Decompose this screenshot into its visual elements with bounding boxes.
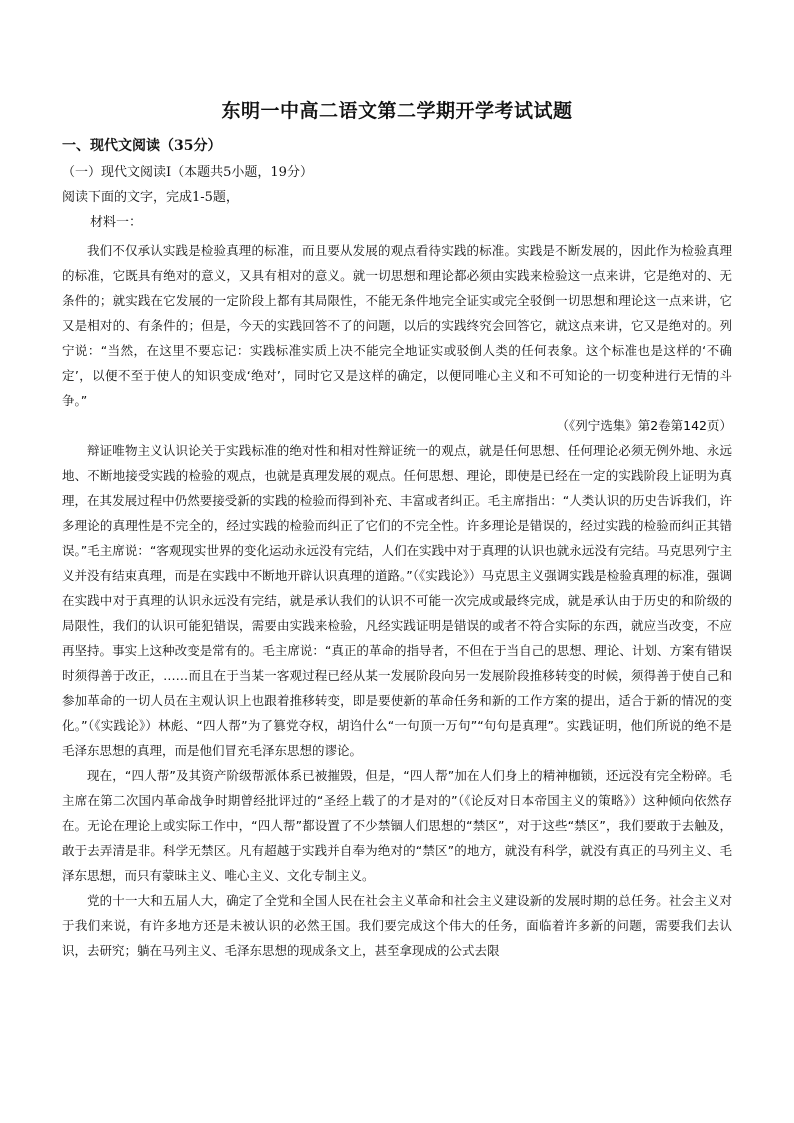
paragraph-2: 辩证唯物主义认识论关于实践标准的绝对性和相对性辩证统一的观点，就是任何思想、任何理论必须无例外地、永远地、不断地接受实践的检验的观点，也就是真理发展的观点。任何思想、理论，即使是已经在一定的实践阶段上证明为真理，在其发展过程中仍然要接受新的实践的检验而得到补充、丰富或者纠正。毛主席指出：“人类认识的历史告诉我们，许多理论的真理性是不完全的，经过实践的检验而纠正了它们的不完全性。许多理论是错误的，经过实践的检验而纠正其错误。”毛主席说：“客观现实世界的变化运动永远没有完结，人们在实践中对于真理的认识也就永远没有完结。马克思列宁主义并没有结束真理，而是在实践中不断地开辟认识真理的道路。”（《实践论》）马克思主义强调实践是检验真理的标准，强调在实践中对于真理的认识永远没有完结，就是承认我们的认识不可能一次完成或最终完成，就是承认由于历史的和阶级的局限性，我们的认识可能犯错误，需要由实践来检验，凡经实践证明是错误的或者不符合实际的东西，就应当改变，不应再坚持。事实上这种改变是常有的。毛主席说：“真正的革命的指导者，不但在于当自己的思想、理论、计划、方案有错误时须得善于改正，……而且在于当某一客观过程已经从某一发展阶段向另一发展阶段推移转变的时候，须得善于使自己和参加革命的一切人员在主观认识上也跟着推移转变，即是要使新的革命任务和新的工作方案的提出，适合于新的情况的变化。”（《实践论》）林彪、“四人帮”为了篡党夺权，胡诌什么“一句顶一万句”“句句是真理”。实践证明，他们所说的绝不是毛泽东思想的真理，而是他们冒充毛泽东思想的谬论。 [62, 443, 732, 758]
paragraph-3: 现在，“四人帮”及其资产阶级帮派体系已被摧毁，但是，“四人帮”加在人们身上的精神枷锁，还远没有完全粉碎。毛主席在第二次国内革命战争时期曾经批评过的“圣经上载了的才是对的”（《论反对日本帝国主义的策略》）这种倾向依然存在。无论在理论上或实际工作中，“四人帮”都设置了不少禁锢人们思想的“禁区”，对于这些“禁区”，我们要敢于去触及，敢于去弄清是非。科学无禁区。凡有超越于实践并自奉为绝对的“禁区”的地方，就没有科学，就没有真正的马列主义、毛泽东思想，而只有蒙昧主义、唯心主义、文化专制主义。 [62, 768, 732, 883]
paragraph-1: 我们不仅承认实践是检验真理的标准，而且要从发展的观点看待实践的标准。实践是不断发展的，因此作为检验真理的标准，它既具有绝对的意义，又具有相对的意义。就一切思想和理论都必须由实践来检验这一点来讲，它是绝对的、无条件的；就实践在它发展的一定阶段上都有其局限性，不能无条件地完全证实或完全驳倒一切思想和理论这一点来讲，它又是相对的、有条件的；但是，今天的实践回答不了的问题，以后的实践终究会回答它，就这点来讲，它又是绝对的。列宁说：“当然，在这里不要忘记：实践标准实质上决不能完全地证实或驳倒人类的任何表象。这个标准也是这样的‘不确定’，以便不至于使人的知识变成‘绝对’，同时它又是这样的确定，以便同唯心主义和不可知论的一切变种进行无情的斗争。” [62, 243, 732, 408]
paragraph-4: 党的十一大和五届人大，确定了全党和全国人民在社会主义革命和社会主义建设新的发展时期的总任务。社会主义对于我们来说，有许多地方还是未被认识的必然王国。我们要完成这个伟大的任务，面临着许多新的问题，需要我们去认识，去研究；躺在马列主义、毛泽东思想的现成条文上，甚至拿现成的公式去限 [62, 893, 732, 958]
page-title: 东明一中高二语文第二学期开学考试试题 [221, 100, 573, 122]
material-label: 材料一： [90, 215, 143, 230]
section-heading: 一、现代文阅读（35分） [62, 138, 222, 154]
citation: （《列宁选集》第2卷第142页） [556, 418, 732, 433]
reading-instruction: 阅读下面的文字，完成1-5题， [62, 190, 239, 205]
subsection-heading: （一）现代文阅读Ⅰ（本题共5小题，19分） [62, 165, 313, 180]
